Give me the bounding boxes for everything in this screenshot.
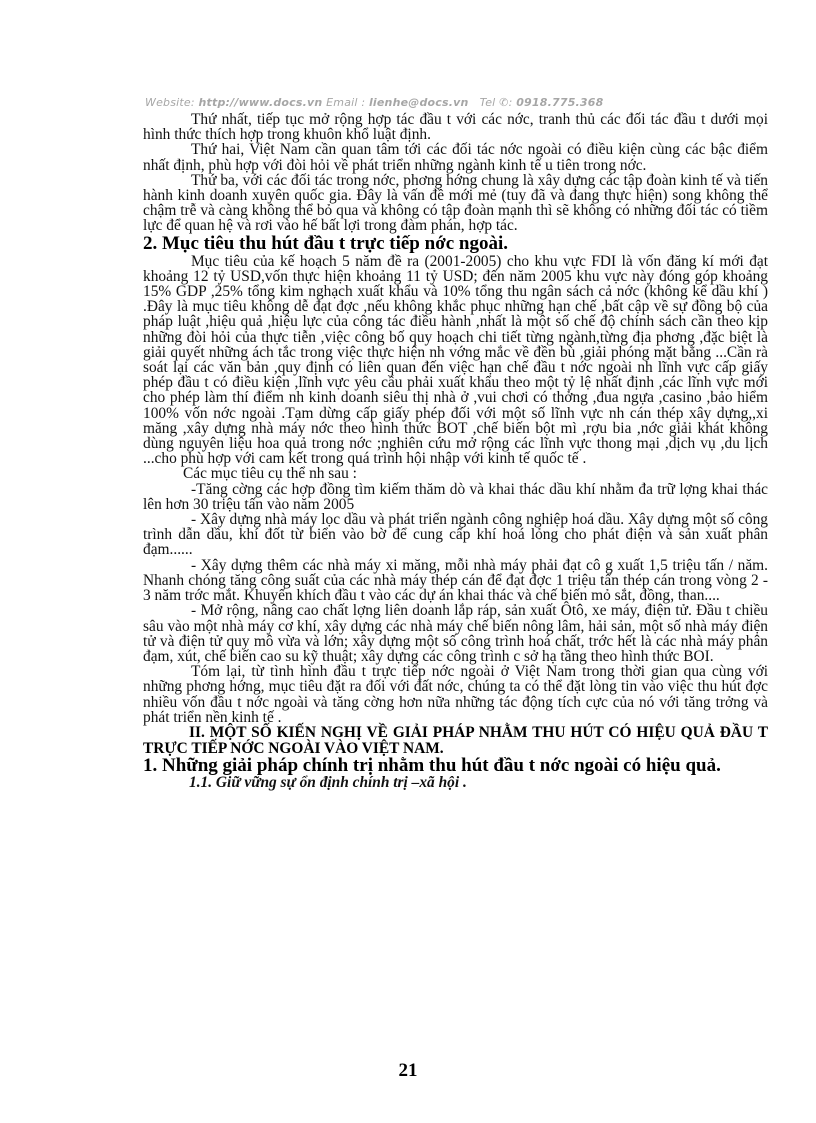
paragraph-4: Mục tiêu của kế hoạch 5 năm đề ra (2001-2005) cho khu vực FDI là vốn đăng kí mới đạt khoảng 12 tỷ USD,vốn thực hiện khoảng 11 tỷ USD; đến năm 2005 khu vực này đóng góp khoảng 15% GDP ,25% tổng kim nghạch xuất khẩu và 10% tổng thu ngân sách cả nớc (không kể dầu khí ) .Đây là mục tiêu không dễ đạt đợc ,nếu không khắc phục những hạn chế ,bất cập về sự đồng bộ của pháp luật ,hiệu quả ,hiệu lực của công tác điều hành ,nhất là một số chế độ chính sách cần theo kịp những đòi hỏi của thực tiễn ,việc công bố quy hoạch chi tiết từng ngành,từng địa phơng ,đặc biệt là giải quyết những ách tắc trong việc thực hiện nh vớng mắc về đền bù ,giải phóng mặt bằng ...Cần rà soát lại các văn bản ,quy định có liên quan đến việc hạn chế đầu t nớc ngoài nh lĩnh vực cấp giấy phép đầu t có điều kiện ,lĩnh vực yêu cầu phải xuất khẩu theo một tỷ lệ nhất định ,các lĩnh vực mới cho phép làm thí điểm nh kinh doanh siêu thị nhà ở ,vui chơi có thởng ,đua ngựa ,casino ,bảo hiểm 100% vốn nớc ngoài .Tạm dừng cấp giấy phép đối với một số lĩnh vực nh cán thép xây dựng,,xi măng ,xây dựng nhà máy nớc theo hình thức BOT ,chế biến bột mì ,rợu bia ,nớc giải khát không dùng nguyên liệu hoa quả trong nớc ;nghiên cứu mở rộng các lĩnh vực thong mại ,dịch vụ ,du lịch ...cho phù hợp với cam kết trong quá trình hội nhập với kinh tế quốc tế .	[143, 252, 768, 468]
website-label: Website:	[145, 96, 195, 109]
paragraph-1: Thứ nhất, tiếp tục mở rộng hợp tác đầu t với các nớc, tranh thủ các đối tác đầu t dưới mọi hình thức thích hợp trong khuôn khổ luật định.	[143, 111, 768, 144]
paragraph-9: - Mở rộng, nâng cao chất lợng liên doanh lắp ráp, sản xuất Ôtô, xe máy, điện tử. Đầu t chiều sâu vào một nhà máy cơ khí, xây dựng các nhà máy chế biến nông lâm, hải sản, một số nhà máy điện tử và điện tử quy mô vừa và lớn; xây dựng một số công trình hoá chất, trớc hết là các nhà máy phân đạm, xút, chế biến cao su kỹ thuật; xây dựng các công trình c sở hạ tầng theo hình thức BOI.	[143, 602, 768, 665]
section-heading-ii: II. MỘT SỐ KIẾN NGHỊ VỀ GIẢI PHÁP NHẰM THU HÚT CÓ HIỆU QUẢ ĐẦU T TRỰC TIẾP NỚC NGOÀI VÀO VIỆT NAM.	[143, 723, 768, 757]
paragraph-8: - Xây dựng thêm các nhà máy xi măng, mỗi nhà máy phải đạt cô g xuất 1,5 triệu tấn / năm. Nhanh chóng tăng công suất của các nhà máy thép cán để đạt đợc 1 triệu tấn thép cán trong vòng 2 - 3 năm trớc mắt. Khuyến khích đầu t vào các dự án khai thác và chế biến mỏ sắt, đồng, than....	[143, 556, 768, 605]
phone-number: 0918.775.368	[516, 96, 604, 109]
website-url: http://www.docs.vn	[198, 96, 323, 109]
tel-label: Tel	[479, 96, 496, 109]
document-body	[143, 112, 768, 791]
phone-icon: ✆	[499, 96, 509, 109]
paragraph-2: Thứ hai, Việt Nam cần quan tâm tới các đối tác nớc ngoài có điều kiện cùng các bậc điểm nhất định, phù hợp với đòi hỏi về phát triển những ngành kinh tế u tiên trong nớc.	[143, 141, 768, 174]
email-address: lienhe@docs.vn	[368, 96, 469, 109]
paragraph-3: Thứ ba, với các đối tác trong nớc, phơng hớng chung là xây dựng các tập đoàn kinh tế và tiến hành kinh doanh xuyên quốc gia. Đây là vấn đề mới mẻ (tuy đã và đang thực hiện) song không thể chậm trễ và càng không thể bỏ qua và không có tập đoàn mạnh thì sẽ không có những đối tác có tiềm lực để quan hệ và rơi vào hế bất lợi trong đàm phán, hợp tác.	[143, 171, 768, 235]
page-number: 21	[398, 1060, 418, 1081]
heading-2-objectives: 2. Mục tiêu thu hút đầu t trực tiếp nớc ngoài.	[143, 232, 508, 254]
subsection-heading-1: 1. Những giải pháp chính trị nhằm thu hút đầu t nớc ngoài có hiệu quả.	[143, 754, 721, 776]
page-header: Website: http://www.docs.vn Email : lienhe@docs.vn Tel ✆: 0918.775.368	[145, 96, 604, 109]
subsubsection-heading-1-1: 1.1. Giữ vững sự ổn định chính trị –xã hội .	[189, 773, 467, 791]
paragraph-10: Tóm lại, từ tình hình đầu t trực tiếp nớc ngoài ở Việt Nam trong thời gian qua cùng với những phơng hớng, mục tiêu đặt ra đối với đất nớc, chúng ta có thể đặt lòng tin vào việc thu hút đợc nhiều vốn đầu t nớc ngoài và tăng cờng hơn nữa những tác động tích cực của nó với tăng trởng và phát triển nền kinh tế .	[143, 663, 768, 726]
email-label: Email :	[326, 96, 366, 109]
paragraph-7: - Xây dựng nhà máy lọc dầu và phát triển ngành công nghiệp hoá dầu. Xây dựng một số công trình dẫn dầu, khí đốt từ biển vào bờ để cung cấp khí hoá lỏng cho phát điện và sản xuất phân đạm......	[143, 511, 768, 559]
paragraph-6: -Tăng cờng các hợp đồng tìm kiếm thăm dò và khai thác dầu khí nhằm đa trữ lợng khai thác lên hơn 30 triệu tấn vào năm 2005	[143, 480, 768, 513]
paragraph-5: Các mục tiêu cụ thể nh sau :	[183, 465, 357, 483]
